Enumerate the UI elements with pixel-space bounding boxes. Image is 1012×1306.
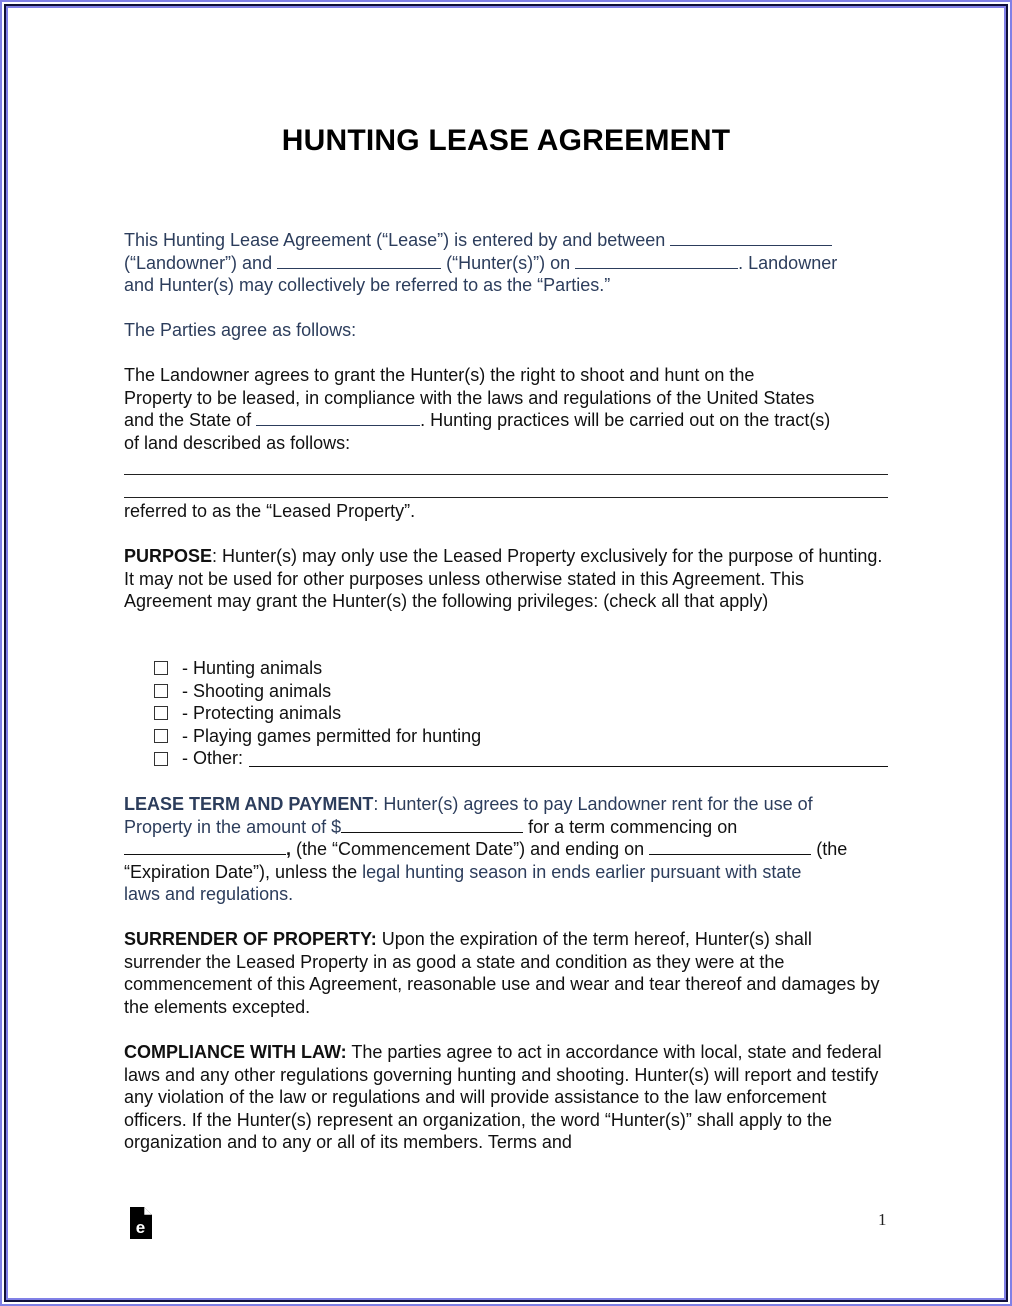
compliance-paragraph	[124, 1041, 890, 1154]
privilege-label: - Shooting animals	[182, 680, 332, 701]
compliance-heading: COMPLIANCE WITH LAW:	[124, 1042, 347, 1062]
privileges-checklist	[154, 657, 894, 770]
checkbox-icon[interactable]	[154, 684, 168, 698]
privilege-option[interactable]	[154, 680, 894, 703]
intro-line-2a: (“Landowner”) and	[124, 252, 273, 273]
land-description-line-2[interactable]	[124, 497, 888, 498]
surrender-heading: SURRENDER OF PROPERTY:	[124, 929, 377, 949]
grant-line-4: of land described as follows:	[124, 432, 351, 453]
commencement-date-blank[interactable]	[124, 838, 286, 855]
intro-line-1: This Hunting Lease Agreement (“Lease”) is entered by and between	[124, 230, 666, 250]
grant-line-3b: . Hunting practices will be carried out on the tract(s)	[420, 410, 831, 431]
checkbox-icon[interactable]	[154, 661, 168, 675]
privilege-label: - Playing games permitted for hunting	[182, 725, 482, 746]
state-blank[interactable]	[256, 409, 420, 426]
expiration-date-blank[interactable]	[649, 838, 811, 855]
surrender-paragraph	[124, 928, 890, 1018]
other-privilege-blank[interactable]	[249, 750, 888, 767]
lease-term-line-4b: legal hunting season in ends earlier pursuant with state	[362, 861, 802, 882]
lease-term-line-3b: (the “Commencement Date”) and ending on	[291, 839, 645, 860]
svg-text:e: e	[135, 1218, 146, 1237]
lease-term-line-5: laws and regulations.	[124, 884, 294, 905]
leased-property-text: referred to as the “Leased Property”.	[124, 501, 416, 521]
lease-term-comma: ,	[286, 839, 292, 860]
document-title: HUNTING LEASE AGREEMENT	[281, 124, 731, 157]
privilege-option[interactable]	[154, 725, 894, 748]
intro-paragraph	[124, 229, 890, 297]
privilege-label: - Hunting animals	[182, 658, 323, 678]
page-number: 1	[878, 1210, 887, 1229]
lease-term-line-4a: “Expiration Date”), unless the	[124, 861, 363, 882]
privilege-option[interactable]	[154, 702, 894, 725]
landowner-name-blank[interactable]	[670, 229, 832, 246]
checkbox-icon[interactable]	[154, 752, 168, 766]
lease-term-heading: LEASE TERM AND PAYMENT	[124, 794, 374, 814]
purpose-text: : Hunter(s) may only use the Leased Property exclusively for the purpose of hunting. It may not be used for other purposes unless otherwise stated in this Agreement. This Agreement may grant the Hunter(s) the following privileges: (check all that apply)	[124, 546, 883, 612]
privilege-label: - Other:	[182, 748, 244, 769]
lease-term-line-2a: Property in the amount of $	[124, 816, 342, 837]
rent-amount-blank[interactable]	[341, 816, 523, 833]
land-description-line-1[interactable]	[124, 474, 888, 475]
hunter-name-blank[interactable]	[277, 252, 441, 269]
parties-agree-text: The Parties agree as follows:	[124, 320, 357, 340]
grant-paragraph	[124, 364, 890, 454]
grant-line-3a: and the State of	[124, 410, 252, 431]
privilege-label: - Protecting animals	[182, 703, 342, 724]
lease-term-line-3c: (the	[811, 839, 848, 860]
grant-line-2: Property to be leased, in compliance with the laws and regulations of the United States	[124, 387, 815, 408]
intro-line-2c: . Landowner	[738, 252, 838, 273]
grant-line-1: The Landowner agrees to grant the Hunter(s) the right to shoot and hunt on the	[124, 365, 755, 385]
eforms-logo-icon	[130, 1207, 152, 1239]
lease-term-line-1: : Hunter(s) agrees to pay Landowner rent for the use of	[373, 794, 813, 814]
compliance-text: The parties agree to act in accordance with local, state and federal laws and any other regulations governing hunting and shooting. Hunter(s) will report and testify any violation of the law or regulations and will provide assistance to the law enforcement officers. If the Hunter(s) represent an organization, the word “Hunter(s)” shall apply to the organization and to any or all of its members. Terms and	[124, 1042, 882, 1153]
agreement-date-blank[interactable]	[575, 252, 738, 269]
surrender-text: Upon the expiration of the term hereof, Hunter(s) shall surrender the Leased Property in as good a state and condition as they were at the commencement of this Agreement, reasonable use and wear and tear thereof and damages by the elements excepted.	[124, 929, 880, 1017]
checkbox-icon[interactable]	[154, 729, 168, 743]
purpose-heading: PURPOSE	[124, 546, 213, 566]
purpose-paragraph	[124, 545, 890, 613]
lease-term-paragraph	[124, 793, 890, 906]
intro-line-2b: (“Hunter(s)”) on	[446, 252, 571, 273]
checkbox-icon[interactable]	[154, 706, 168, 720]
privilege-option[interactable]	[154, 657, 894, 680]
lease-term-line-2b: for a term commencing on	[523, 816, 738, 837]
privilege-option-other[interactable]	[154, 747, 894, 770]
intro-line-3: and Hunter(s) may collectively be referred to as the “Parties.”	[124, 275, 611, 296]
